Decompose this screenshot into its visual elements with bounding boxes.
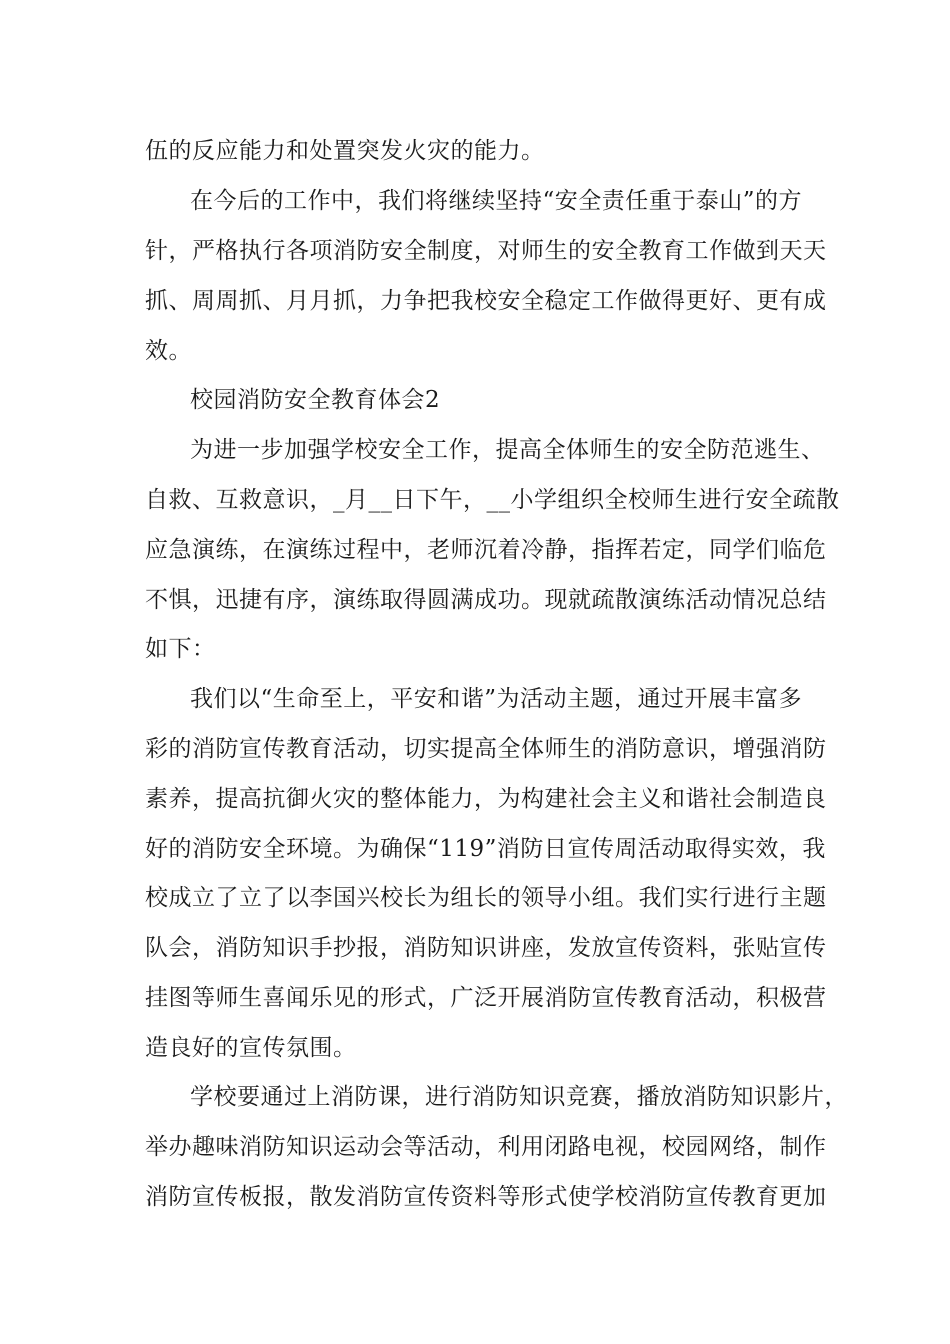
paragraph-line: 如下： — [145, 636, 216, 662]
paragraph-line: 好的消防安全环境。为确保“119”消防日宣传周活动取得实效，我 — [145, 836, 826, 862]
paragraph-line: 在今后的工作中，我们将继续坚持“安全责任重于泰山”的方 — [190, 188, 803, 214]
paragraph-line: 伍的反应能力和处置突发火灾的能力。 — [145, 138, 545, 164]
paragraph-line: 素养，提高抗御火灾的整体能力，为构建社会主义和谐社会制造良 — [145, 786, 827, 812]
paragraph-line: 队会，消防知识手抄报，消防知识讲座，发放宣传资料，张贴宣传 — [145, 935, 827, 961]
paragraph-line: 应急演练，在演练过程中，老师沉着冷静，指挥若定，同学们临危 — [145, 537, 827, 563]
paragraph-line: 不惧，迅捷有序，演练取得圆满成功。现就疏散演练活动情况总结 — [145, 587, 827, 613]
paragraph-line: 举办趣味消防知识运动会等活动，利用闭路电视，校园网络，制作 — [145, 1134, 827, 1160]
paragraph-line: 为进一步加强学校安全工作，提高全体师生的安全防范逃生、 — [190, 437, 825, 463]
paragraph-line: 校成立了立了以李国兴校长为组长的领导小组。我们实行进行主题 — [145, 885, 827, 911]
section-heading: 校园消防安全教育体会2 — [190, 387, 441, 413]
paragraph-line: 自救、互救意识，_月__日下午，__小学组织全校师生进行安全疏散 — [145, 487, 840, 513]
paragraph-line: 挂图等师生喜闻乐见的形式，广泛开展消防宣传教育活动，积极营 — [145, 985, 827, 1011]
paragraph-line: 效。 — [145, 338, 192, 364]
paragraph-line: 针，严格执行各项消防安全制度，对师生的安全教育工作做到天天 — [145, 238, 827, 264]
paragraph-line: 消防宣传板报，散发消防宣传资料等形式使学校消防宣传教育更加 — [145, 1184, 827, 1210]
paragraph-line: 学校要通过上消防课，进行消防知识竞赛，播放消防知识影片， — [190, 1084, 848, 1110]
paragraph-line: 我们以“生命至上，平安和谐”为活动主题，通过开展丰富多 — [190, 686, 803, 712]
paragraph-line: 抓、周周抓、月月抓，力争把我校安全稳定工作做得更好、更有成 — [145, 288, 827, 314]
paragraph-line: 彩的消防宣传教育活动，切实提高全体师生的消防意识，增强消防 — [145, 736, 827, 762]
paragraph-line: 造良好的宣传氛围。 — [145, 1035, 357, 1061]
